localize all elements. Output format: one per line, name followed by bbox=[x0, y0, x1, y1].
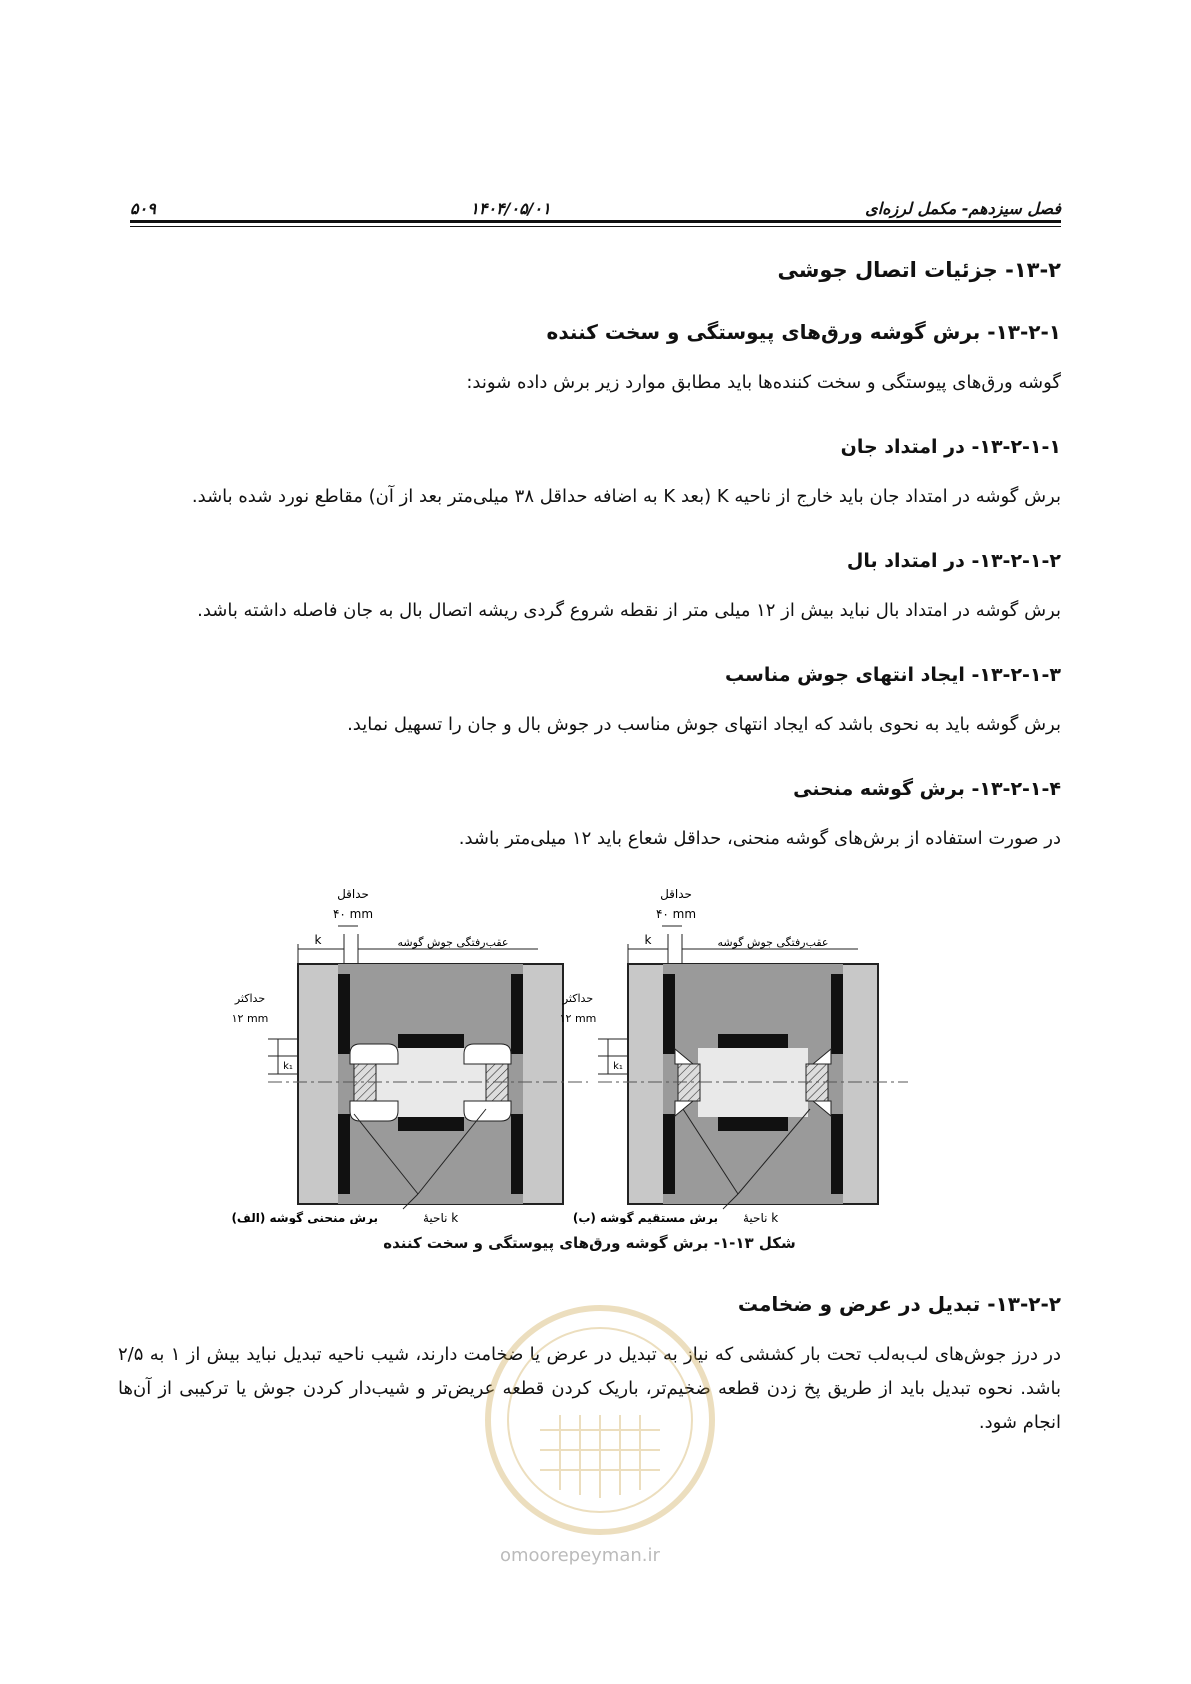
page-number: ۵۰۹ bbox=[130, 199, 156, 218]
paragraph-13-2-1-1: برش گوشه در امتداد جان باید خارج از ناحیه K (بعد K به اضافه حداقل ۳۸ میلی‌متر بعد از آن) مقاطع نورد شده باشد. bbox=[191, 486, 1061, 507]
section-heading-13-2-1-4: ۱۳-۲-۱-۴- برش گوشه منحنی bbox=[793, 778, 1061, 800]
straight-min-value: ۴۰ mm bbox=[655, 907, 697, 921]
curved-setback-label: عقب‌رفتگی جوش گوشه bbox=[397, 936, 509, 949]
page-content bbox=[118, 250, 1061, 1476]
curved-min-label: حداقل bbox=[337, 887, 369, 901]
straight-max-label: حداکثر bbox=[562, 992, 594, 1005]
curved-panel-label: (الف) برش منحنی گوشه bbox=[231, 1211, 378, 1224]
watermark-logo bbox=[480, 1300, 720, 1540]
section-heading-13-2-2: ۱۳-۲-۲- تبدیل در عرض و ضخامت bbox=[737, 1292, 1061, 1316]
watermark-site: omoorepeyman.ir bbox=[500, 1545, 660, 1566]
section-heading-13-2: ۱۳-۲- جزئیات اتصال جوشی bbox=[777, 258, 1061, 282]
curved-max-value: ۱۲ mm bbox=[231, 1012, 269, 1025]
chapter-title: فصل سیزدهم- مکمل لرزه‌ای bbox=[865, 199, 1061, 218]
straight-setback-label: عقب‌رفتگی جوش گوشه bbox=[717, 936, 829, 949]
figure-caption: شکل ۱۳-۱- برش گوشه ورق‌های پیوستگی و سخت کننده bbox=[383, 1234, 796, 1252]
header-date: ۱۴۰۴/۰۵/۰۱ bbox=[470, 199, 551, 218]
paragraph-13-2-1-2: برش گوشه در امتداد بال نباید بیش از ۱۲ میلی متر از نقطه شروع گردی ریشه اتصال بال به جان فاصله داشته باشد. bbox=[197, 600, 1061, 621]
curved-zone-label: ناحیهٔ k bbox=[423, 1211, 459, 1224]
panel-straight bbox=[560, 887, 908, 1224]
panel-curved bbox=[231, 887, 588, 1224]
section-heading-13-2-1: ۱۳-۲-۱- برش گوشه ورق‌های پیوستگی و سخت کننده bbox=[546, 320, 1061, 344]
paragraph-13-2-1-3: برش گوشه باید به نحوی باشد که ایجاد انتهای جوش مناسب در جوش بال و جان را تسهیل نماید. bbox=[347, 714, 1061, 735]
page-header bbox=[130, 188, 1061, 218]
section-heading-13-2-1-2: ۱۳-۲-۱-۲- در امتداد بال bbox=[846, 550, 1061, 572]
straight-k-label: k bbox=[644, 933, 652, 947]
paragraph-13-2-1-4: در صورت استفاده از برش‌های گوشه منحنی، حداقل شعاع باید ۱۲ میلی‌متر باشد. bbox=[458, 828, 1061, 849]
straight-panel-label: (ب) برش مستقیم گوشه bbox=[572, 1211, 718, 1224]
figure-13-1 bbox=[118, 884, 1061, 1274]
straight-min-label: حداقل bbox=[660, 887, 692, 901]
straight-k1-label: k₁ bbox=[613, 1061, 623, 1072]
figure-drawing bbox=[208, 884, 968, 1224]
section-heading-13-2-1-3: ۱۳-۲-۱-۳- ایجاد انتهای جوش مناسب bbox=[725, 664, 1061, 686]
curved-max-label: حداکثر bbox=[234, 992, 266, 1005]
header-rule-thick bbox=[130, 220, 1061, 223]
paragraph-13-2-2: در درز جوش‌های لب‌به‌لب تحت بار کششی که نیاز به تبدیل در عرض یا ضخامت دارند، شیب ناحیه تبدیل نباید بیش از ۱ به ۲/۵ باشد. نحوه تبدیل باید از طریق پخ زدن قطعه ضخیم‌تر، باریک کردن قطعه عریض‌تر و شیب‌دار کردن جوش یا ترکیبی از آن‌ها انجام شود. bbox=[118, 1344, 1062, 1433]
curved-k1-label: k₁ bbox=[283, 1061, 293, 1072]
straight-zone-label: ناحیهٔ k bbox=[743, 1211, 779, 1224]
straight-max-value: ۱۲ mm bbox=[559, 1012, 597, 1025]
curved-k-label: k bbox=[314, 933, 322, 947]
section-heading-13-2-1-1: ۱۳-۲-۱-۱- در امتداد جان bbox=[840, 436, 1061, 458]
paragraph-13-2-1: گوشه ورق‌های پیوستگی و سخت کننده‌ها باید مطابق موارد زیر برش داده شوند: bbox=[466, 372, 1061, 393]
header-rule-thin bbox=[130, 226, 1061, 227]
curved-min-value: ۴۰ mm bbox=[332, 907, 374, 921]
